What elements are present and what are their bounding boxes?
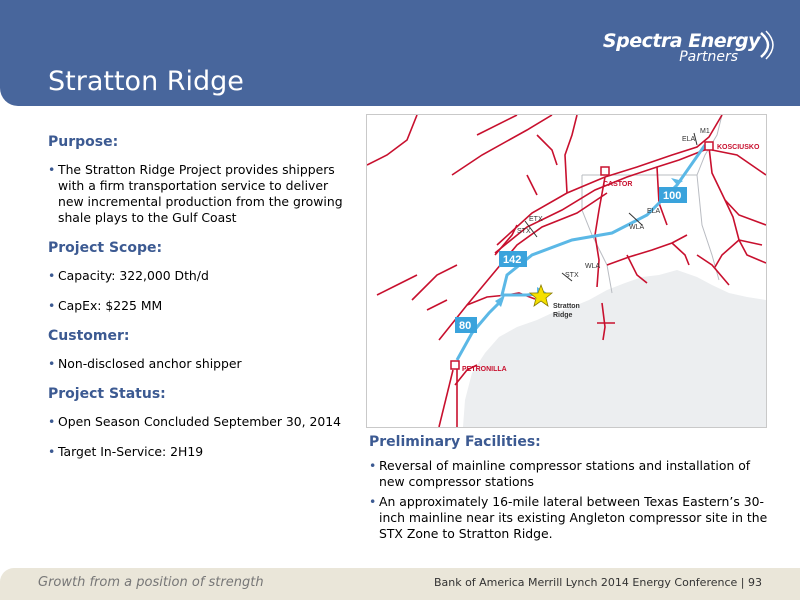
facilities-bullet-lateral: • An approximately 16-mile lateral between Texas Eastern’s 30-inch mainline near its existing Angleton compressor site in the STX Zone to Stratton Ridge. — [369, 494, 769, 542]
preliminary-facilities — [369, 434, 769, 546]
badge-100: 100 — [663, 190, 682, 202]
label-stratton: Stratton — [553, 303, 580, 310]
status-bullet-open-season: • Open Season Concluded September 30, 2014 — [48, 414, 348, 430]
logo-name: Spectra Energy — [602, 30, 760, 52]
scope-bullet-capex: • CapEx: $225 MM — [48, 298, 348, 314]
logo-arc-icon — [758, 30, 778, 60]
label-ridge: Ridge — [553, 312, 573, 319]
page-title: Stratton Ridge — [48, 66, 244, 97]
label-wla-mid: WLA — [629, 224, 645, 231]
facilities-bullet-reversal: • Reversal of mainline compressor stations and installation of new compressor stations — [369, 458, 769, 490]
label-stx-low: STX — [565, 272, 579, 279]
pipeline-map — [366, 114, 767, 428]
purpose-heading: Purpose: — [48, 134, 119, 150]
company-logo — [603, 30, 760, 65]
label-stx-mid: STX — [517, 228, 531, 235]
badge-80: 80 — [459, 320, 472, 332]
label-ela-top: ELA — [682, 136, 696, 143]
scope-heading: Project Scope: — [48, 240, 163, 256]
label-etx: ETX — [529, 216, 543, 223]
status-bullet-in-service: • Target In-Service: 2H19 — [48, 444, 348, 460]
land-area — [367, 115, 766, 427]
kosciusko-marker — [705, 142, 713, 150]
facilities-heading: Preliminary Facilities: — [369, 434, 541, 450]
project-details — [48, 134, 348, 474]
badge-142: 142 — [503, 254, 522, 266]
footer-conference — [434, 576, 762, 589]
label-petronilla: PETRONILLA — [462, 366, 507, 373]
customer-heading: Customer: — [48, 328, 130, 344]
label-kosciusko: KOSCIUSKO — [717, 144, 760, 151]
map-graphic — [367, 115, 766, 427]
footer-tagline: Growth from a position of strength — [38, 575, 264, 590]
conference-name: Bank of America Merrill Lynch 2014 Energy Conference — [433, 576, 738, 589]
page-number: 93 — [748, 576, 762, 589]
scope-bullet-capacity: • Capacity: 322,000 Dth/d — [48, 268, 348, 284]
petronilla-marker — [451, 361, 459, 369]
label-m1: M1 — [700, 128, 710, 135]
logo-sub: Partners — [679, 49, 738, 65]
label-ela-mid: ELA — [647, 208, 661, 215]
label-castor: CASTOR — [603, 181, 633, 188]
customer-bullet: • Non-disclosed anchor shipper — [48, 356, 348, 372]
footer-bar — [0, 568, 800, 600]
label-wla-low: WLA — [585, 263, 601, 270]
purpose-bullet: • The Stratton Ridge Project provides shippers with a firm transportation service to deliver new incremental production from the growing shale plays to the Gulf Coast — [48, 162, 348, 226]
header-bar — [0, 0, 800, 106]
status-heading: Project Status: — [48, 386, 166, 402]
castor-marker — [601, 167, 609, 175]
footer-separator: | — [740, 576, 745, 589]
